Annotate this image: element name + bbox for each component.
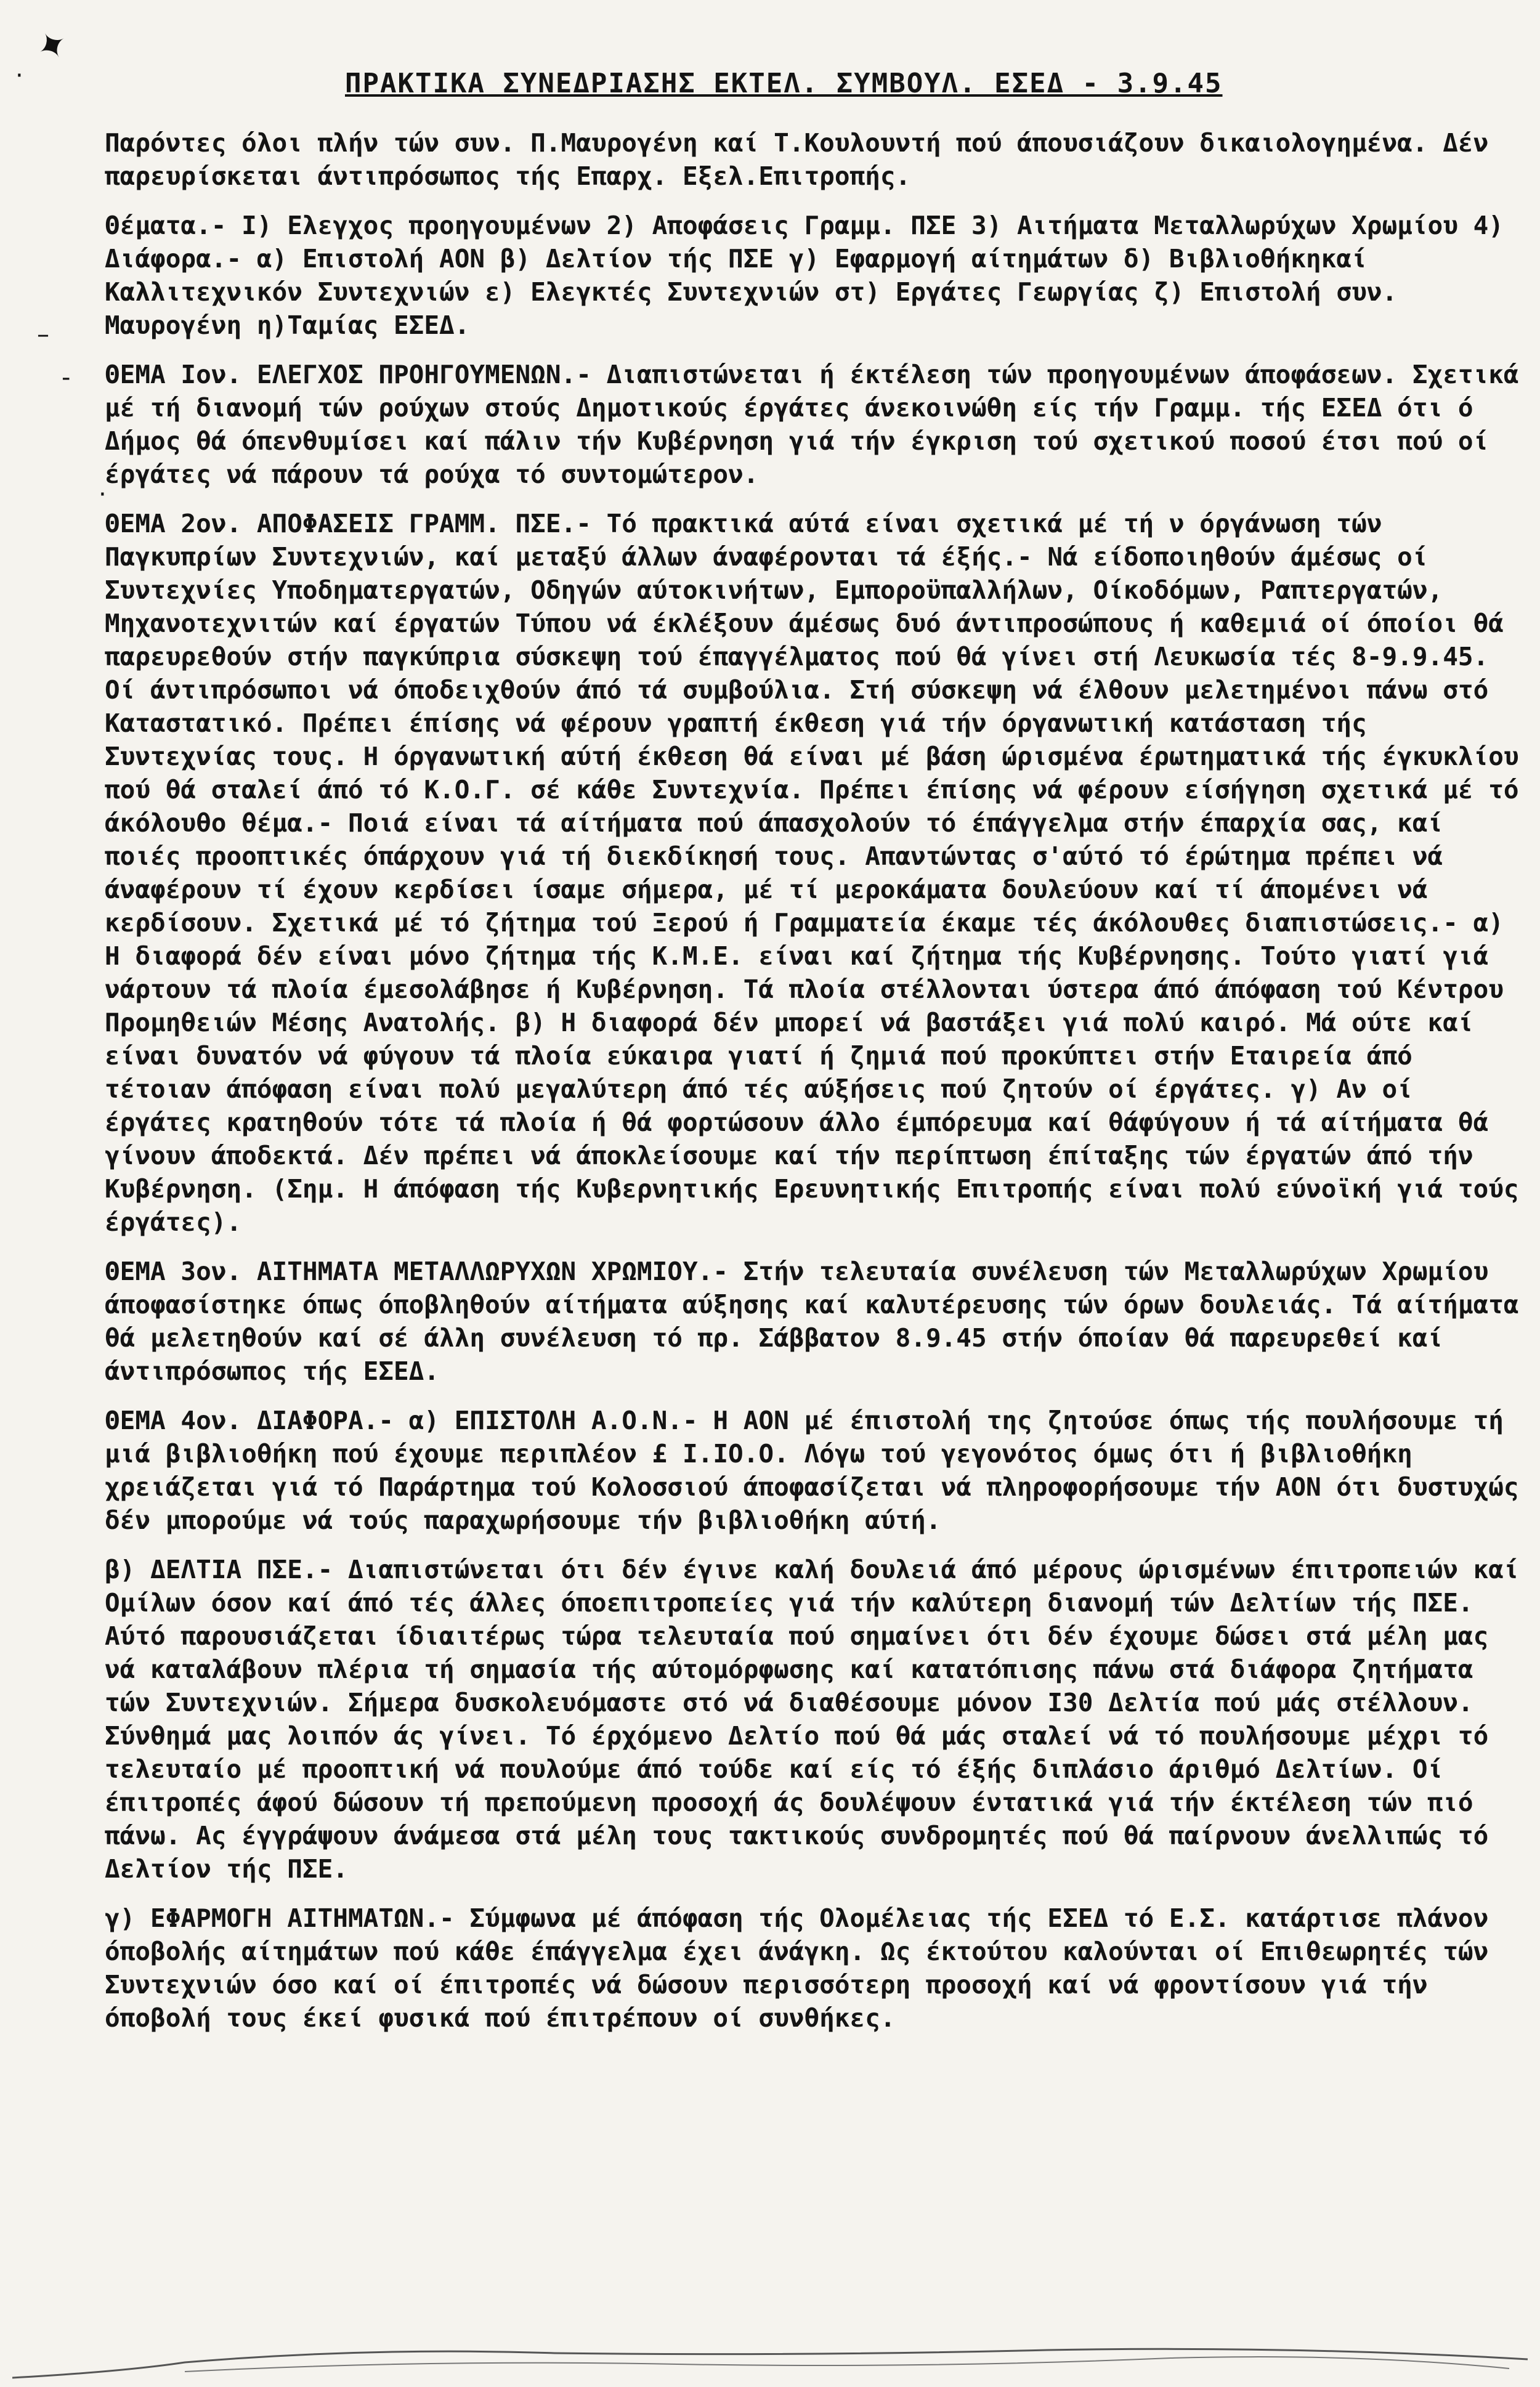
paragraph-text: Η ΑΟΝ μέ έπιστολή της ζητούσε όπως τής πουλήσουμε τή μιά βιβλιοθήκη πού έχουμε περιπλέον £ Ι.ΙΟ.Ο. Λόγω τού γεγονότος όμως ότι ή βιβλιοθήκη χρειάζεται γιά τό Παράρτημα τού Κολοσσιού άποφασίζεται νά πληροφορήσουμε τήν ΑΟΝ ότι δυστυχώς δέν μπορούμε νά τούς παραχωρήσουμε τήν βιβλιοθήκη αύτή. [105,1406,1519,1535]
paragraph-text: Θέματα.- Ι) Ελεγχος προηγουμένων 2) Αποφάσεις Γραμμ. ΠΣΕ 3) Αιτήματα Μεταλλωρύχων Χρωμίου 4) Διάφορα.- α) Επιστολή ΑΟΝ β) Δελτίον τής ΠΣΕ γ) Εφαρμογή αίτημάτων δ) Βιβλιοθήκηκαί Καλλιτεχνικόν Συντεχνιών ε) Ελεγκτές Συντεχνιών στ) Εργάτες Γεωργίας ζ) Επιστολή συν. Μαυρογένη η)Ταμίας ΕΣΕΔ. [105,211,1504,340]
paragraph-label: ΘΕΜΑ Ιον. ΕΛΕΓΧΟΣ ΠΡΟΗΓΟΥΜΕΝΩΝ.- [105,360,591,389]
paragraph-item-2 [105,507,1522,1239]
pencil-scribble-decoration [0,2335,1540,2387]
paragraph-item-4a [105,1404,1522,1537]
paragraph-label: β) ΔΕΛΤΙΑ ΠΣΕ.- [105,1555,333,1584]
paragraph-agenda [105,209,1522,342]
paragraph-item-4c [105,1902,1522,2035]
paragraph-item-1 [105,358,1522,491]
paragraph-text: Διαπιστώνεται ή έκτέλεση τών προηγουμένων άποφάσεων. Σχετικά μέ τή διανομή τών ρούχων στούς Δημοτικούς έργάτες άνεκοινώθη είς τήν Γραμμ. τής ΕΣΕΔ ότι ό Δήμος θά όπενθυμίσει καί πάλιν τήν Κυβέρνηση γιά τήν έγκριση τού σχετικού ποσού έτσι πού οί έργάτες νά πάρουν τά ρούχα τό συντομώτερον. [105,360,1519,489]
document-title: ΠΡΑΚΤΙΚΑ ΣΥΝΕΔΡΙΑΣΗΣ ΕΚΤΕΛ. ΣΥΜΒΟΥΛ. ΕΣΕΔ - 3.9.45 [345,68,1223,99]
paragraph-label: ΘΕΜΑ 4ον. ΔΙΑΦΟΡΑ.- α) ΕΠΙΣΤΟΛΗ Α.Ο.Ν.- [105,1406,698,1435]
paragraph-label: γ) ΕΦΑΡΜΟΓΗ ΑΙΤΗΜΑΤΩΝ.- [105,1903,455,1933]
paragraph-text: Στήν τελευταία συνέλευση τών Μεταλλωρύχων Χρωμίου άποφασίστηκε όπως όποβληθούν αίτήματα αύξησης καί καλυτέρευσης τών όρων δουλειάς. Τά αίτήματα θά μελετηθούν καί σέ άλλη συνέλευση τό πρ. Σάββατον 8.9.45 στήν όποίαν θά παρευρεθεί καί άντιπρόσωπος τής ΕΣΕΔ. [105,1257,1519,1386]
ink-mark-decoration: - [62,363,71,392]
paragraph-text: Σύμφωνα μέ άπόφαση τής Ολομέλειας τής ΕΣΕΔ τό Ε.Σ. κατάρτισε πλάνον όποβολής αίτημάτων πού κάθε έπάγγελμα έχει άνάγκη. Ως έκτούτου καλούνται οί Επιθεωρητές τών Συντεχνιών όσο καί οί έπιτροπές νά δώσουν περισσότερη προσοχή καί νά φροντίσουν γιά τήν όποβολή τους έκεί φυσικά πού έπιτρέπουν οί συνθήκες. [105,1903,1489,2033]
paragraph-text: Διαπιστώνεται ότι δέν έγινε καλή δουλειά άπό μέρους ώρισμένων έπιτροπειών καί Ομίλων όσον καί άπό τές άλλες όποεπιτροπείες γιά τήν καλύτερη διανομή τών Δελτίων τής ΠΣΕ. Αύτό παρουσιάζεται ίδιαιτέρως τώρα τελευταία πού σημαίνει ότι δέν έχουμε δώσει στά μέλη μας νά καταλάβουν πλέρια τή σημασία τής αύτομόρφωσης καί κατατόπισης πάνω στά διάφορα ζητήματα τών Συντεχνιών. Σήμερα δυσκολευόμαστε στό νά διαθέσουμε μόνον Ι30 Δελτία πού μάς στέλλουν. Σύνθημά μας λοιπόν άς γίνει. Τό έρχόμενο Δελτίο πού θά μάς σταλεί νά τό πουλήσουμε μέχρι τό τελευταίο μέ προοπτική νά πουλούμε άπό τούδε καί είς τό έξής διπλάσιο άριθμό Δελτίων. Οί έπιτροπές άφού δώσουν τή πρεπούμενη προσοχή άς δουλέψουν έντατικά γιά τήν έκτέλεση τών πιό πάνω. Ας έγγράψουν άνάμεσα στά μέλη τους τακτικούς συνδρομητές πού θά παίρνουν άνελλιπώς τό Δελτίον τής ΠΣΕ. [105,1555,1519,1884]
paragraph-attendance [105,126,1522,193]
paragraph-label: ΘΕΜΑ 3ον. ΑΙΤΗΜΑΤΑ ΜΕΤΑΛΛΩΡΥΧΩΝ ΧΡΩΜΙΟΥ.- [105,1257,729,1286]
paragraph-item-3 [105,1255,1522,1388]
ink-mark-decoration: · [99,480,107,509]
paragraph-item-4b [105,1553,1522,1886]
ink-mark-decoration: · [15,62,23,90]
paragraph-text: Τό πρακτικά αύτά είναι σχετικά μέ τή ν όργάνωση τών Παγκυπρίων Συντεχνιών, καί μεταξύ άλλων άναφέρονται τά έξής.- Νά είδοποιηθούν άμέσως οί Συντεχνίες Υποδηματεργατών, Οδηγών αύτοκινήτων, Εμποροϋπαλλήλων, Οίκοδόμων, Ραπτεργατών, Μηχανοτεχνιτών καί έργατών Τύπου νά έκλέξουν άμέσως δυό άντιπροσώπους ή καθεμιά οί όποίοι θά παρευρεθούν στήν παγκύπρια σύσκεψη τού έπαγγέλματος πού θά γίνει στή Λευκωσία τές 8-9.9.45. Οί άντιπρόσωποι νά όποδειχθούν άπό τά συμβούλια. Στή σύσκεψη νά έλθουν μελετημένοι πάνω στό Καταστατικό. Πρέπει έπίσης νά φέρουν γραπτή έκθεση γιά τήν όργανωτική κατάσταση τής Συντεχνίας τους. Η όργανωτική αύτή έκθεση θά είναι μέ βάση ώρισμένα έρωτηματικά τής έγκυκλίου πού θά σταλεί άπό τό Κ.Ο.Γ. σέ κάθε Συντεχνία. Πρέπει έπίσης νά φέρουν είσήγηση σχετικά μέ τό άκόλουθο θέμα.- Ποιά είναι τά αίτήματα πού άπασχολούν τό έπάγγελμα στήν έπαρχία σας, καί ποιές προοπτικές όπάρχουν γιά τή διεκδίκησή τους. Απαντώντας σ'αύτό τό έρώτημα πρέπει νά άναφέρουν τί έχουν κερδίσει ίσαμε σήμερα, μέ τί μεροκάματα δουλεύουν καί τί άπομένει νά κερδίσουν. Σχετικά μέ τό ζήτημα τού Ξερού ή Γραμματεία έκαμε τές άκόλουθες διαπιστώσεις.- α) Η διαφορά δέν είναι μόνο ζήτημα τής Κ.Μ.Ε. είναι καί ζήτημα τής Κυβέρνησης. Τούτο γιατί γιά νάρτουν τά πλοία έμεσολάβησε ή Κυβέρνηση. Τά πλοία στέλλονται ύστερα άπό άπόφαση τού Κέντρου Προμηθειών Μέσης Ανατολής. β) Η διαφορά δέν μπορεί νά βαστάξει γιά πολύ καιρό. Μά ούτε καί είναι δυνατόν νά φύγουν τά πλοία εύκαιρα γιατί ή ζημιά πού προκύπτει στήν Εταιρεία άπό τέτοιαν άπόφαση είναι πολύ μεγαλύτερη άπό τές αύξήσεις πού ζητούν οί έργάτες. γ) Αν οί έργάτες κρατηθούν τότε τά πλοία ή θά φορτώσουν άλλο έμπόρευμα καί θάφύγουν ή τά αίτήματα θά γίνουν άποδεκτά. Δέν πρέπει νά άποκλείσουμε καί τήν περίπτωση έπίταξης τών έργατών άπό τήν Κυβέρνηση. (Σημ. Η άπόφαση τής Κυβερνητικής Ερευνητικής Επιτροπής είναι πολύ εύνοϊκή γιά τούς έργάτες). [105,509,1519,1237]
paragraph-label: ΘΕΜΑ 2ον. ΑΠΟΦΑΣΕΙΣ ΓΡΑΜΜ. ΠΣΕ.- [105,509,591,538]
ink-mark-decoration: – [37,320,49,349]
paragraph-text: Παρόντες όλοι πλήν τών συν. Π.Μαυρογένη καί Τ.Κουλουντή πού άπουσιάζουν δικαιολογημένα. Δέν παρευρίσκεται άντιπρόσωπος τής Επαρχ. Εξελ.Επιτροπής. [105,128,1489,191]
document-body [105,126,1522,2051]
ink-mark-decoration: ✦ [28,20,77,73]
